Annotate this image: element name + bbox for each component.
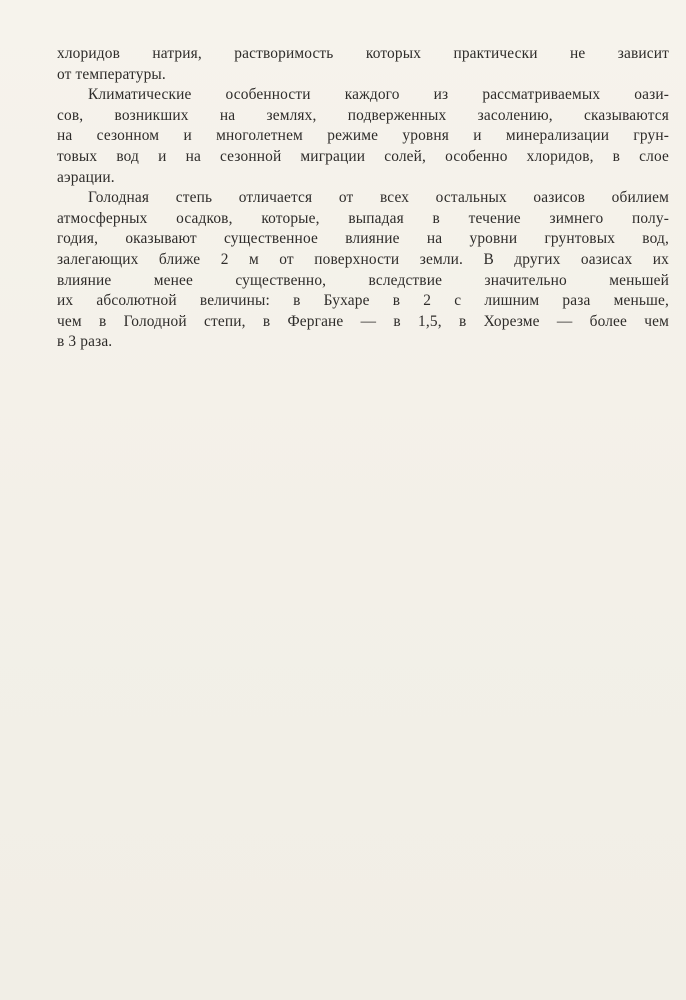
paragraph-golodnaya-step — [57, 188, 669, 353]
text-line: Климатические особенности каждого из рассматриваемых оази- — [88, 86, 669, 104]
text-line: сов, возникших на землях, подверженных засолению, сказываются — [57, 106, 669, 124]
text-line: годия, оказывают существенное влияние на уровни грунтовых вод, — [57, 230, 669, 248]
text-line: влияние менее существенно, вследствие значительно меньшей — [57, 271, 669, 289]
text-line: чем в Голодной степи, в Фергане — в 1,5, в Хорезме — более чем — [57, 312, 669, 330]
text-line: на сезонном и многолетнем режиме уровня и минерализации грун- — [57, 127, 669, 145]
text-line: залегающих ближе 2 м от поверхности земли. В других оазисах их — [57, 250, 669, 268]
text-line: Голодная степь отличается от всех остальных оазисов обилием — [88, 189, 669, 207]
paragraph-climate — [57, 85, 669, 188]
text-line: хлоридов натрия, растворимость которых практически не зависит — [57, 45, 669, 62]
text-line: от температуры. — [57, 65, 166, 83]
paragraph-continuation — [57, 44, 669, 85]
body-text — [57, 44, 669, 353]
text-line: их абсолютной величины: в Бухаре в 2 с лишним раза меньше, — [57, 292, 669, 310]
text-line: в 3 раза. — [57, 333, 113, 351]
text-line: атмосферных осадков, которые, выпадая в течение зимнего полу- — [57, 209, 669, 227]
text-line: аэрации. — [57, 168, 115, 186]
text-line: товых вод и на сезонной миграции солей, особенно хлоридов, в слое — [57, 147, 669, 165]
